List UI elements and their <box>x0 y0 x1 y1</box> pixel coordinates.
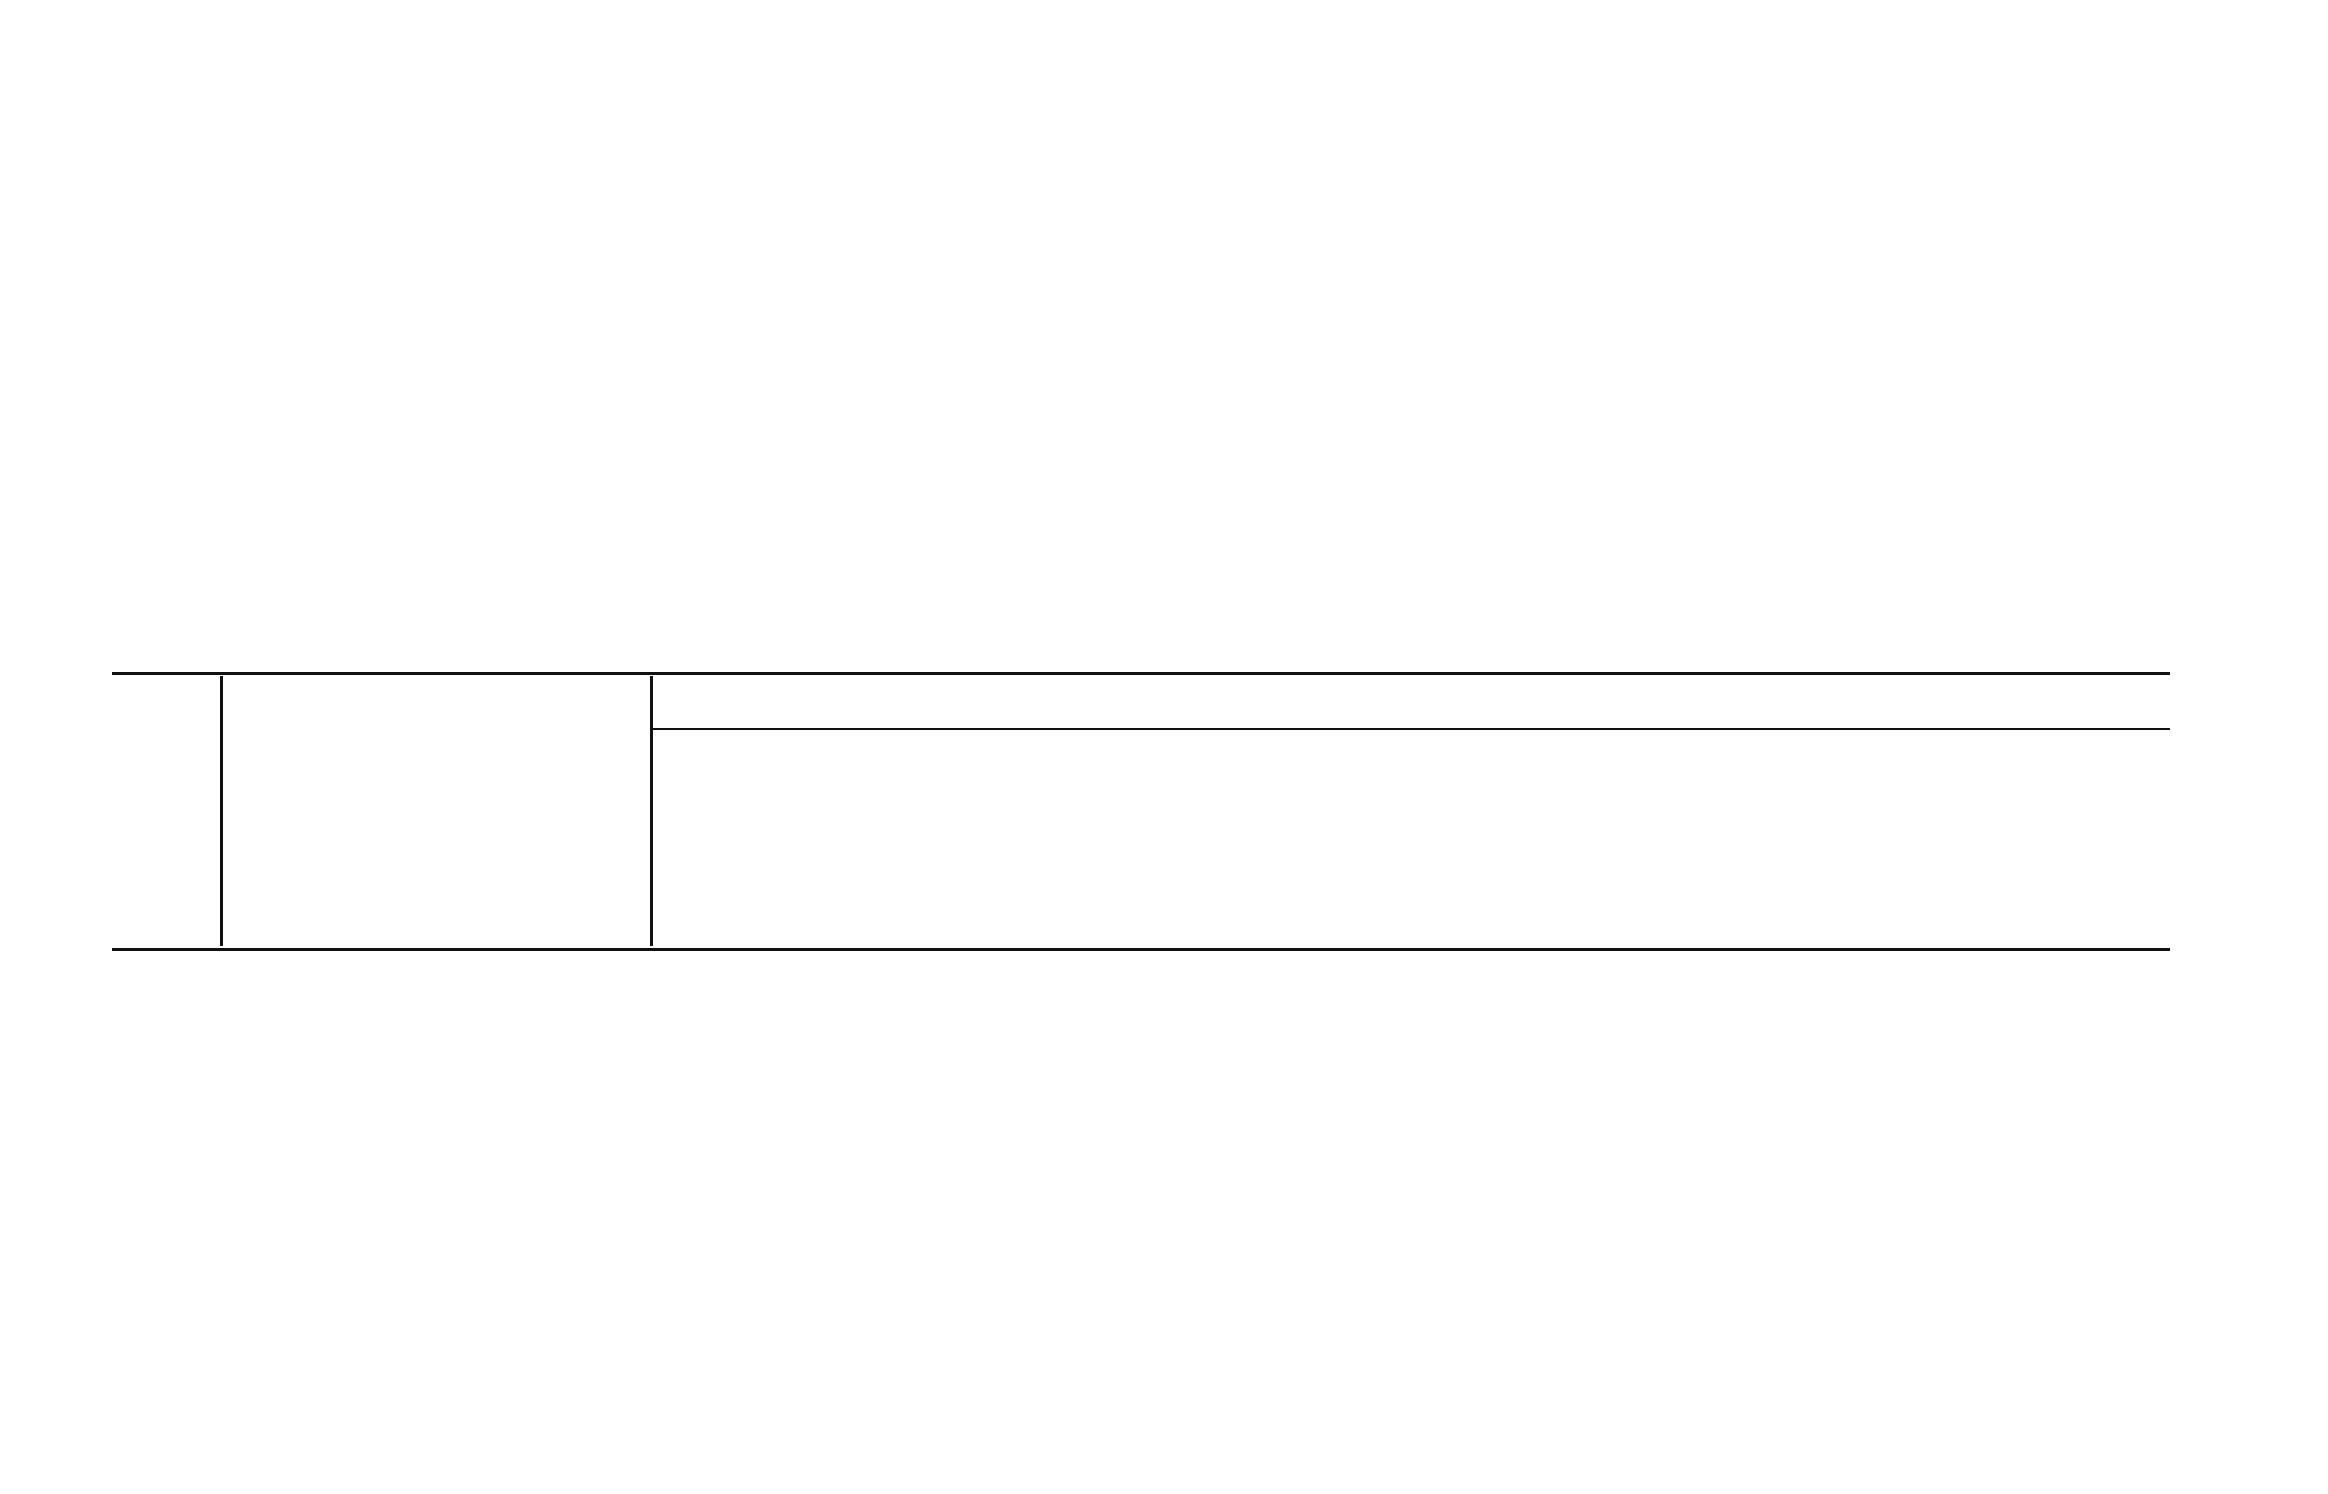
header-bottom-rule <box>112 948 2170 951</box>
header-vline-prices <box>650 676 653 946</box>
prices-rule <box>650 728 2170 730</box>
header-vline-name <box>220 676 223 946</box>
header-top-rule <box>112 672 2170 675</box>
